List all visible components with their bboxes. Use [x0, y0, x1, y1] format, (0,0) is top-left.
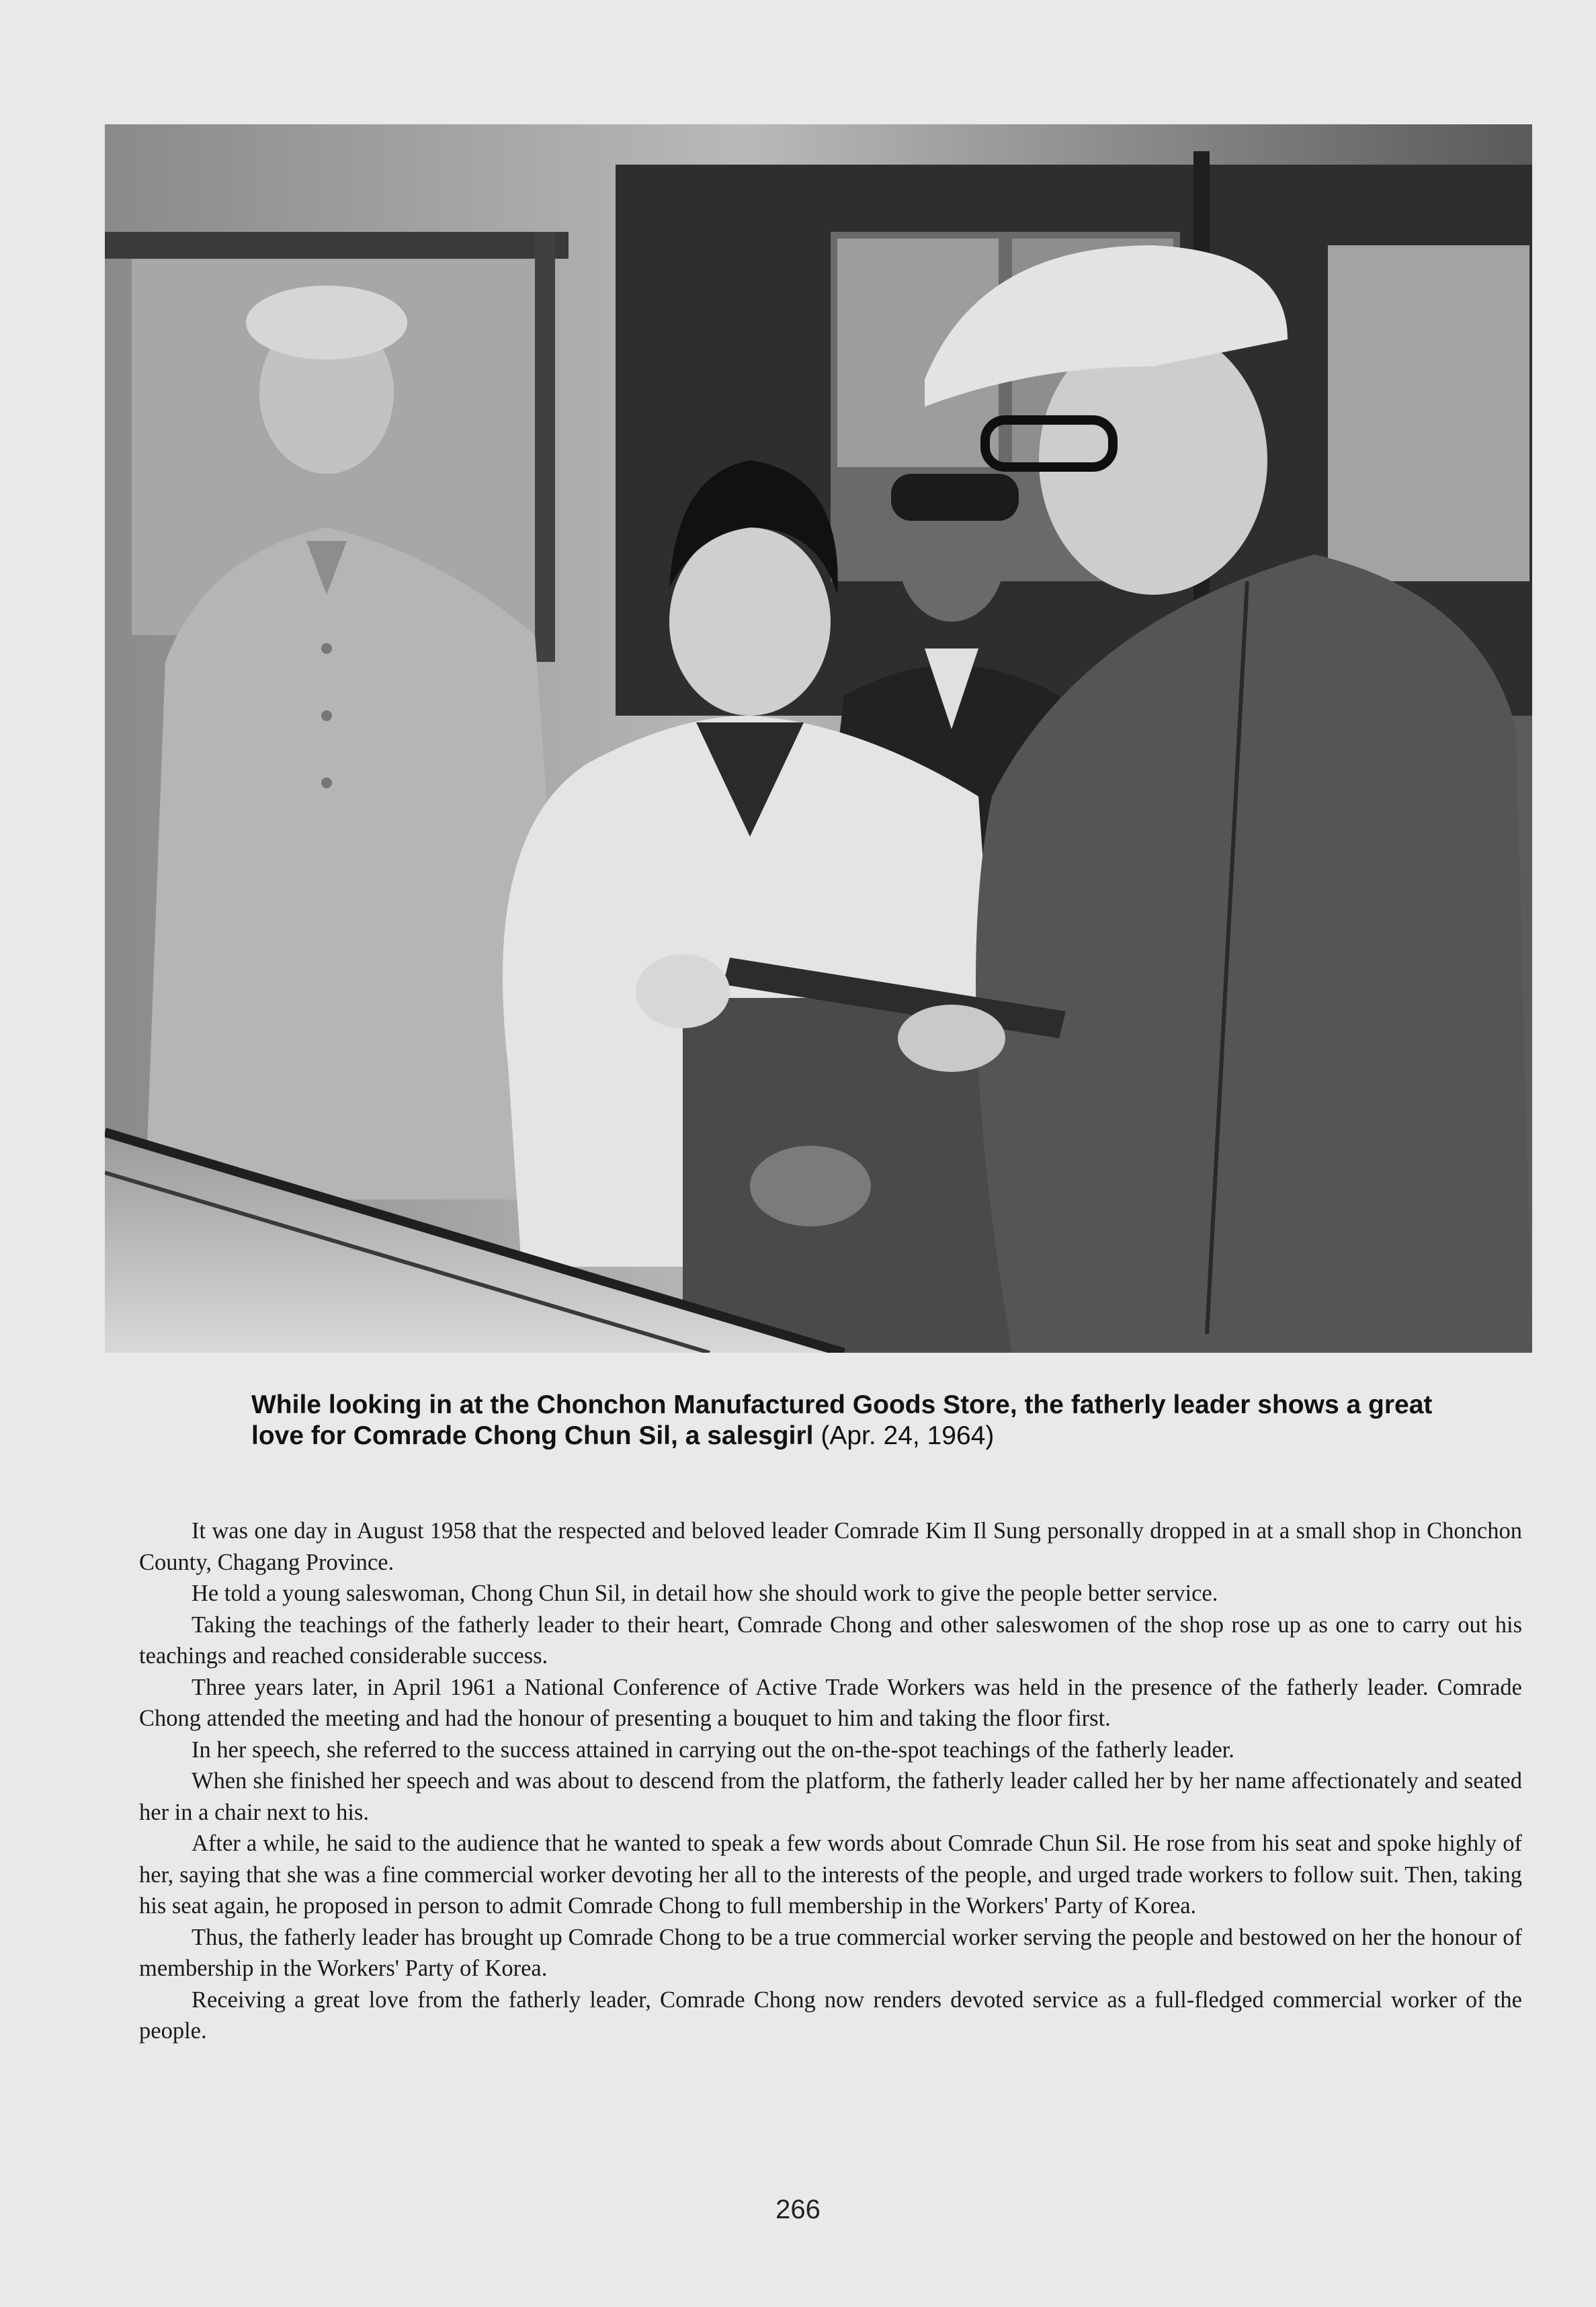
photo-illustration: [105, 124, 1532, 1353]
caption-text: While looking in at the Chonchon Manufactured Goods Store, the fatherly leader shows a great love for Comrade Chong Chun Sil, a salesgirl: [251, 1390, 1433, 1450]
caption-date: (Apr. 24, 1964): [821, 1421, 995, 1450]
photograph: [105, 124, 1532, 1353]
photo-caption: [251, 1390, 1434, 1452]
paragraph: After a while, he said to the audience that he wanted to speak a few words about Comrade Chun Sil. He rose from his seat and spoke highly of her, saying that she was a fine commercial worker devoting her all to the interests of the people, and urged trade workers to follow suit. Then, taking his seat again, he proposed in person to admit Comrade Chong to full membership in the Workers' Party of Korea.: [139, 1831, 1522, 1919]
paragraph: Receiving a great love from the fatherly leader, Comrade Chong now renders devoted service as a full-fledged commercial worker of the people.: [139, 1986, 1522, 2044]
paragraph: It was one day in August 1958 that the respected and beloved leader Comrade Kim Il Sung personally dropped in at a small shop in Chonchon County, Chagang Province.: [139, 1518, 1522, 1575]
paragraph: When she finished her speech and was about to descend from the platform, the fatherly leader called her by her name affectionately and seated her in a chair next to his.: [139, 1768, 1522, 1825]
page-number: 266: [775, 2195, 821, 2224]
paragraph: Taking the teachings of the fatherly leader to their heart, Comrade Chong and other saleswomen of the shop rose up as one to carry out his teachings and reached considerable success.: [139, 1611, 1522, 1669]
paragraph: Three years later, in April 1961 a National Conference of Active Trade Workers was held in the presence of the fatherly leader. Comrade Chong attended the meeting and had the honour of presenting a bouquet to him and taking the floor first.: [139, 1674, 1522, 1731]
paragraph: He told a young saleswoman, Chong Chun Sil, in detail how she should work to give the people better service.: [192, 1581, 1218, 1606]
paragraph: In her speech, she referred to the success attained in carrying out the on-the-spot teachings of the fatherly leader.: [192, 1736, 1234, 1763]
article-body: [139, 1515, 1522, 2047]
paragraph: Thus, the fatherly leader has brought up Comrade Chong to be a true commercial worker serving the people and bestowed on her the honour of membership in the Workers' Party of Korea.: [139, 1924, 1522, 1981]
